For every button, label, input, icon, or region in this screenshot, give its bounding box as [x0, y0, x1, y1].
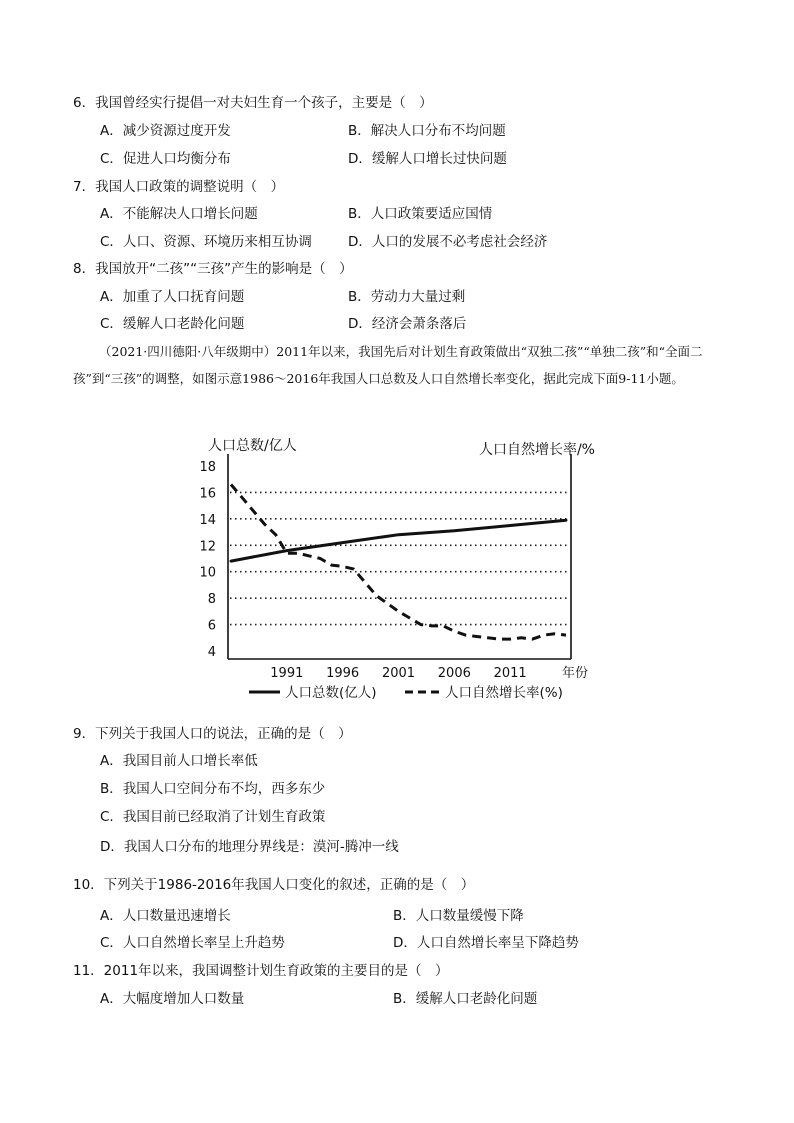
q8-option-b[interactable]: B．劳动力大量过剩 — [348, 289, 466, 305]
q10-option-d[interactable]: D．人口自然增长率呈下降趋势 — [393, 935, 579, 951]
q10-option-c[interactable]: C．人口自然增长率呈上升趋势 — [100, 935, 285, 951]
q6-option-a[interactable]: A．减少资源过度开发 — [100, 123, 231, 139]
y-tick-label: 8 — [207, 592, 216, 608]
y-tick-label: 12 — [199, 539, 216, 555]
q6-stem: 6．我国曾经实行提倡一对夫妇生育一个孩子，主要是（ ） — [73, 95, 433, 111]
q11-option-a[interactable]: A．大幅度增加人口数量 — [100, 991, 245, 1007]
q10-option-a[interactable]: A．人口数量迅速增长 — [100, 908, 231, 924]
material-intro: （2021·四川德阳·八年级期中）2011年以来，我国先后对计划生育政策做出“双独二孩”“单独二孩”和“全面二孩”到“三孩”的调整，如图示意1986～2016年我国人口总数及人口自然增长率变化，据此完成下面9-11小题。 — [73, 344, 703, 386]
x-tick-label: 2011 — [493, 666, 527, 681]
legend-growth-rate-label: 人口自然增长率(%) — [445, 685, 563, 701]
q7-stem: 7．我国人口政策的调整说明（ ） — [73, 179, 285, 195]
q7-option-d[interactable]: D．人口的发展不必考虑社会经济 — [348, 234, 548, 250]
y-tick-label: 14 — [199, 512, 216, 528]
x-axis-unit: 年份 — [562, 666, 589, 681]
x-tick-label: 2001 — [381, 666, 416, 681]
x-tick-label: 2006 — [437, 666, 471, 681]
y-tick-label: 6 — [207, 618, 216, 634]
q9-option-b[interactable]: B．我国人口空间分布不均，西多东少 — [100, 781, 326, 797]
population-chart — [190, 430, 610, 710]
q9-option-a[interactable]: A．我国目前人口增长率低 — [100, 753, 258, 769]
legend — [249, 684, 563, 701]
legend-population-label: 人口总数(亿人) — [285, 685, 377, 701]
q7-option-a[interactable]: A．不能解决人口增长问题 — [100, 206, 258, 222]
y-tick-label: 16 — [199, 486, 216, 502]
y-tick-label: 18 — [199, 460, 216, 475]
q8-option-a[interactable]: A．加重了人口抚育问题 — [100, 289, 245, 305]
q11-option-b[interactable]: B．缓解人口老龄化问题 — [393, 991, 538, 1007]
y-tick-label: 4 — [207, 645, 216, 660]
y-tick-labels — [199, 460, 216, 660]
q10-stem: 10．下列关于1986-2016年我国人口变化的叙述，正确的是（ ） — [73, 877, 475, 893]
q6-option-d[interactable]: D．缓解人口增长过快问题 — [348, 151, 507, 167]
q9-option-d[interactable]: D．我国人口分布的地理分界线是：漠河-腾冲一线 — [100, 839, 399, 855]
x-tick-labels — [270, 666, 526, 681]
x-tick-label: 1991 — [270, 666, 304, 681]
q7-option-b[interactable]: B．人口政策要适应国情 — [348, 206, 493, 222]
y-tick-label: 10 — [199, 565, 216, 581]
q6-option-b[interactable]: B．解决人口分布不均问题 — [348, 123, 506, 139]
q6-option-c[interactable]: C．促进人口均衡分布 — [100, 151, 231, 167]
q8-option-c[interactable]: C．缓解人口老龄化问题 — [100, 316, 245, 332]
q8-stem: 8．我国放开“二孩”“三孩”产生的影响是（ ） — [73, 261, 353, 277]
q9-stem: 9．下列关于我国人口的说法，正确的是（ ） — [73, 726, 352, 742]
growth-rate-line — [231, 485, 566, 640]
population-total-line — [231, 520, 566, 561]
q7-option-c[interactable]: C．人口、资源、环境历来相互协调 — [100, 234, 312, 250]
q8-option-d[interactable]: D．经济会萧条落后 — [348, 316, 467, 332]
q9-option-c[interactable]: C．我国目前已经取消了计划生育政策 — [100, 809, 326, 825]
gridlines — [230, 492, 569, 624]
series-lines — [231, 485, 566, 640]
left-axis-label: 人口总数/亿人 — [208, 438, 297, 454]
q10-option-b[interactable]: B．人口数量缓慢下降 — [393, 908, 524, 924]
q11-stem: 11．2011年以来，我国调整计划生育政策的主要目的是（ ） — [73, 963, 449, 979]
right-axis-label: 人口自然增长率/% — [478, 442, 595, 458]
x-tick-label: 1996 — [326, 666, 360, 681]
